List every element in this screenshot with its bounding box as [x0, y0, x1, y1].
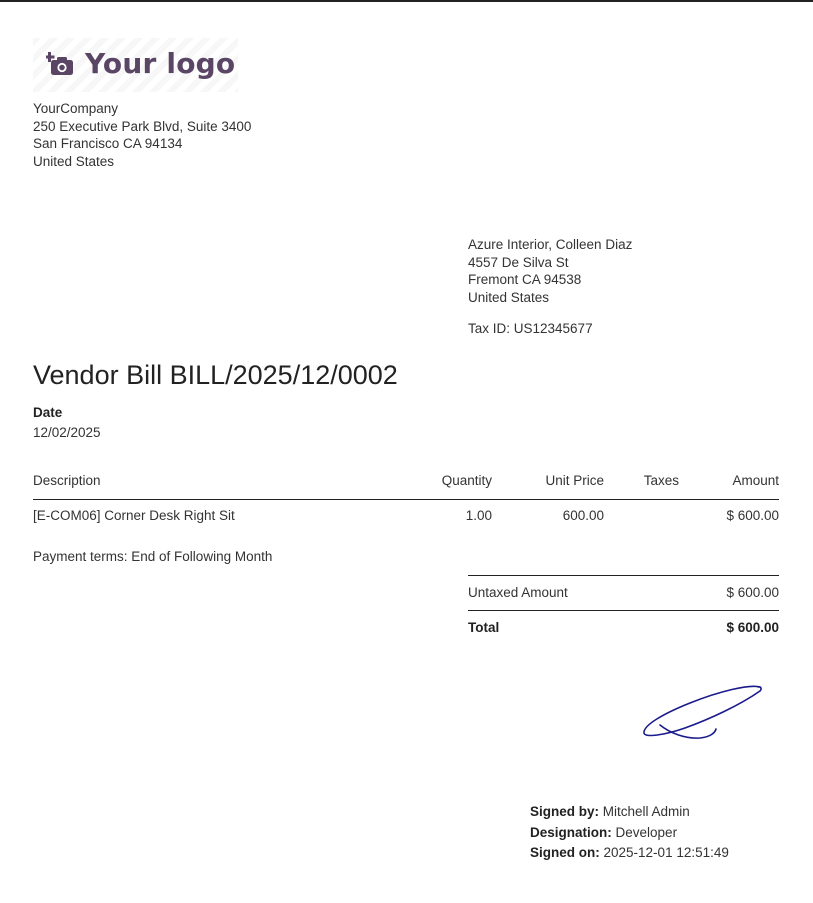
signed-by [530, 802, 729, 823]
company-address-line: 250 Executive Park Blvd, Suite 3400 [33, 118, 252, 134]
column-header-taxes: Taxes [643, 473, 679, 488]
top-border [0, 0, 813, 2]
designation [530, 823, 729, 844]
partner-tax-id: Tax ID: US12345677 [468, 321, 593, 336]
signed-on [530, 843, 729, 864]
column-header-amount: Amount [732, 473, 779, 488]
totals-table [468, 575, 779, 645]
signature-info [530, 802, 729, 864]
page-title: Vendor Bill BILL/2025/12/0002 [33, 360, 398, 390]
camera-plus-icon [46, 51, 74, 77]
untaxed-amount-label: Untaxed Amount [468, 585, 568, 600]
total-label: Total [468, 620, 500, 635]
company-address-line: United States [33, 153, 115, 169]
designation-value: Developer [615, 824, 678, 840]
line-description: [E-COM06] Corner Desk Right Sit [33, 508, 235, 523]
partner-address-line: United States [468, 289, 550, 305]
partner-address-line: Fremont CA 94538 [468, 272, 582, 287]
column-header-description: Description [33, 473, 101, 488]
signed-by-value: Mitchell Admin [602, 804, 690, 819]
partner-name: Azure Interior, Colleen Diaz [468, 237, 633, 252]
column-header-quantity: Quantity [441, 473, 492, 488]
company-address [33, 100, 251, 170]
signed-on-value: 2025-12-01 12:51:49 [603, 845, 729, 860]
designation-label: Designation: [530, 824, 612, 840]
date-label: Date [33, 405, 63, 420]
payment-terms: Payment terms: End of Following Month [33, 549, 273, 564]
line-unit-price: 600.00 [562, 508, 604, 523]
column-header-unit-price: Unit Price [545, 473, 604, 488]
table-row [33, 508, 779, 528]
table-header [33, 473, 779, 500]
line-quantity: 1.00 [465, 508, 492, 523]
company-logo [33, 38, 238, 92]
untaxed-amount-row [468, 575, 779, 610]
signed-on-label: Signed on: [530, 845, 600, 860]
untaxed-amount-value: $ 600.00 [726, 585, 779, 600]
company-name: YourCompany [33, 101, 119, 116]
company-address-line: San Francisco CA 94134 [33, 136, 183, 151]
date-value: 12/02/2025 [33, 425, 101, 440]
line-amount: $ 600.00 [726, 508, 779, 523]
signed-by-label: Signed by: [530, 804, 600, 819]
logo-text: Your logo [85, 47, 236, 80]
total-value: $ 600.00 [726, 620, 779, 635]
partner-address [468, 236, 632, 306]
total-row [468, 610, 779, 645]
handwritten-signature [640, 683, 765, 745]
partner-address-line: 4557 De Silva St [468, 254, 569, 270]
